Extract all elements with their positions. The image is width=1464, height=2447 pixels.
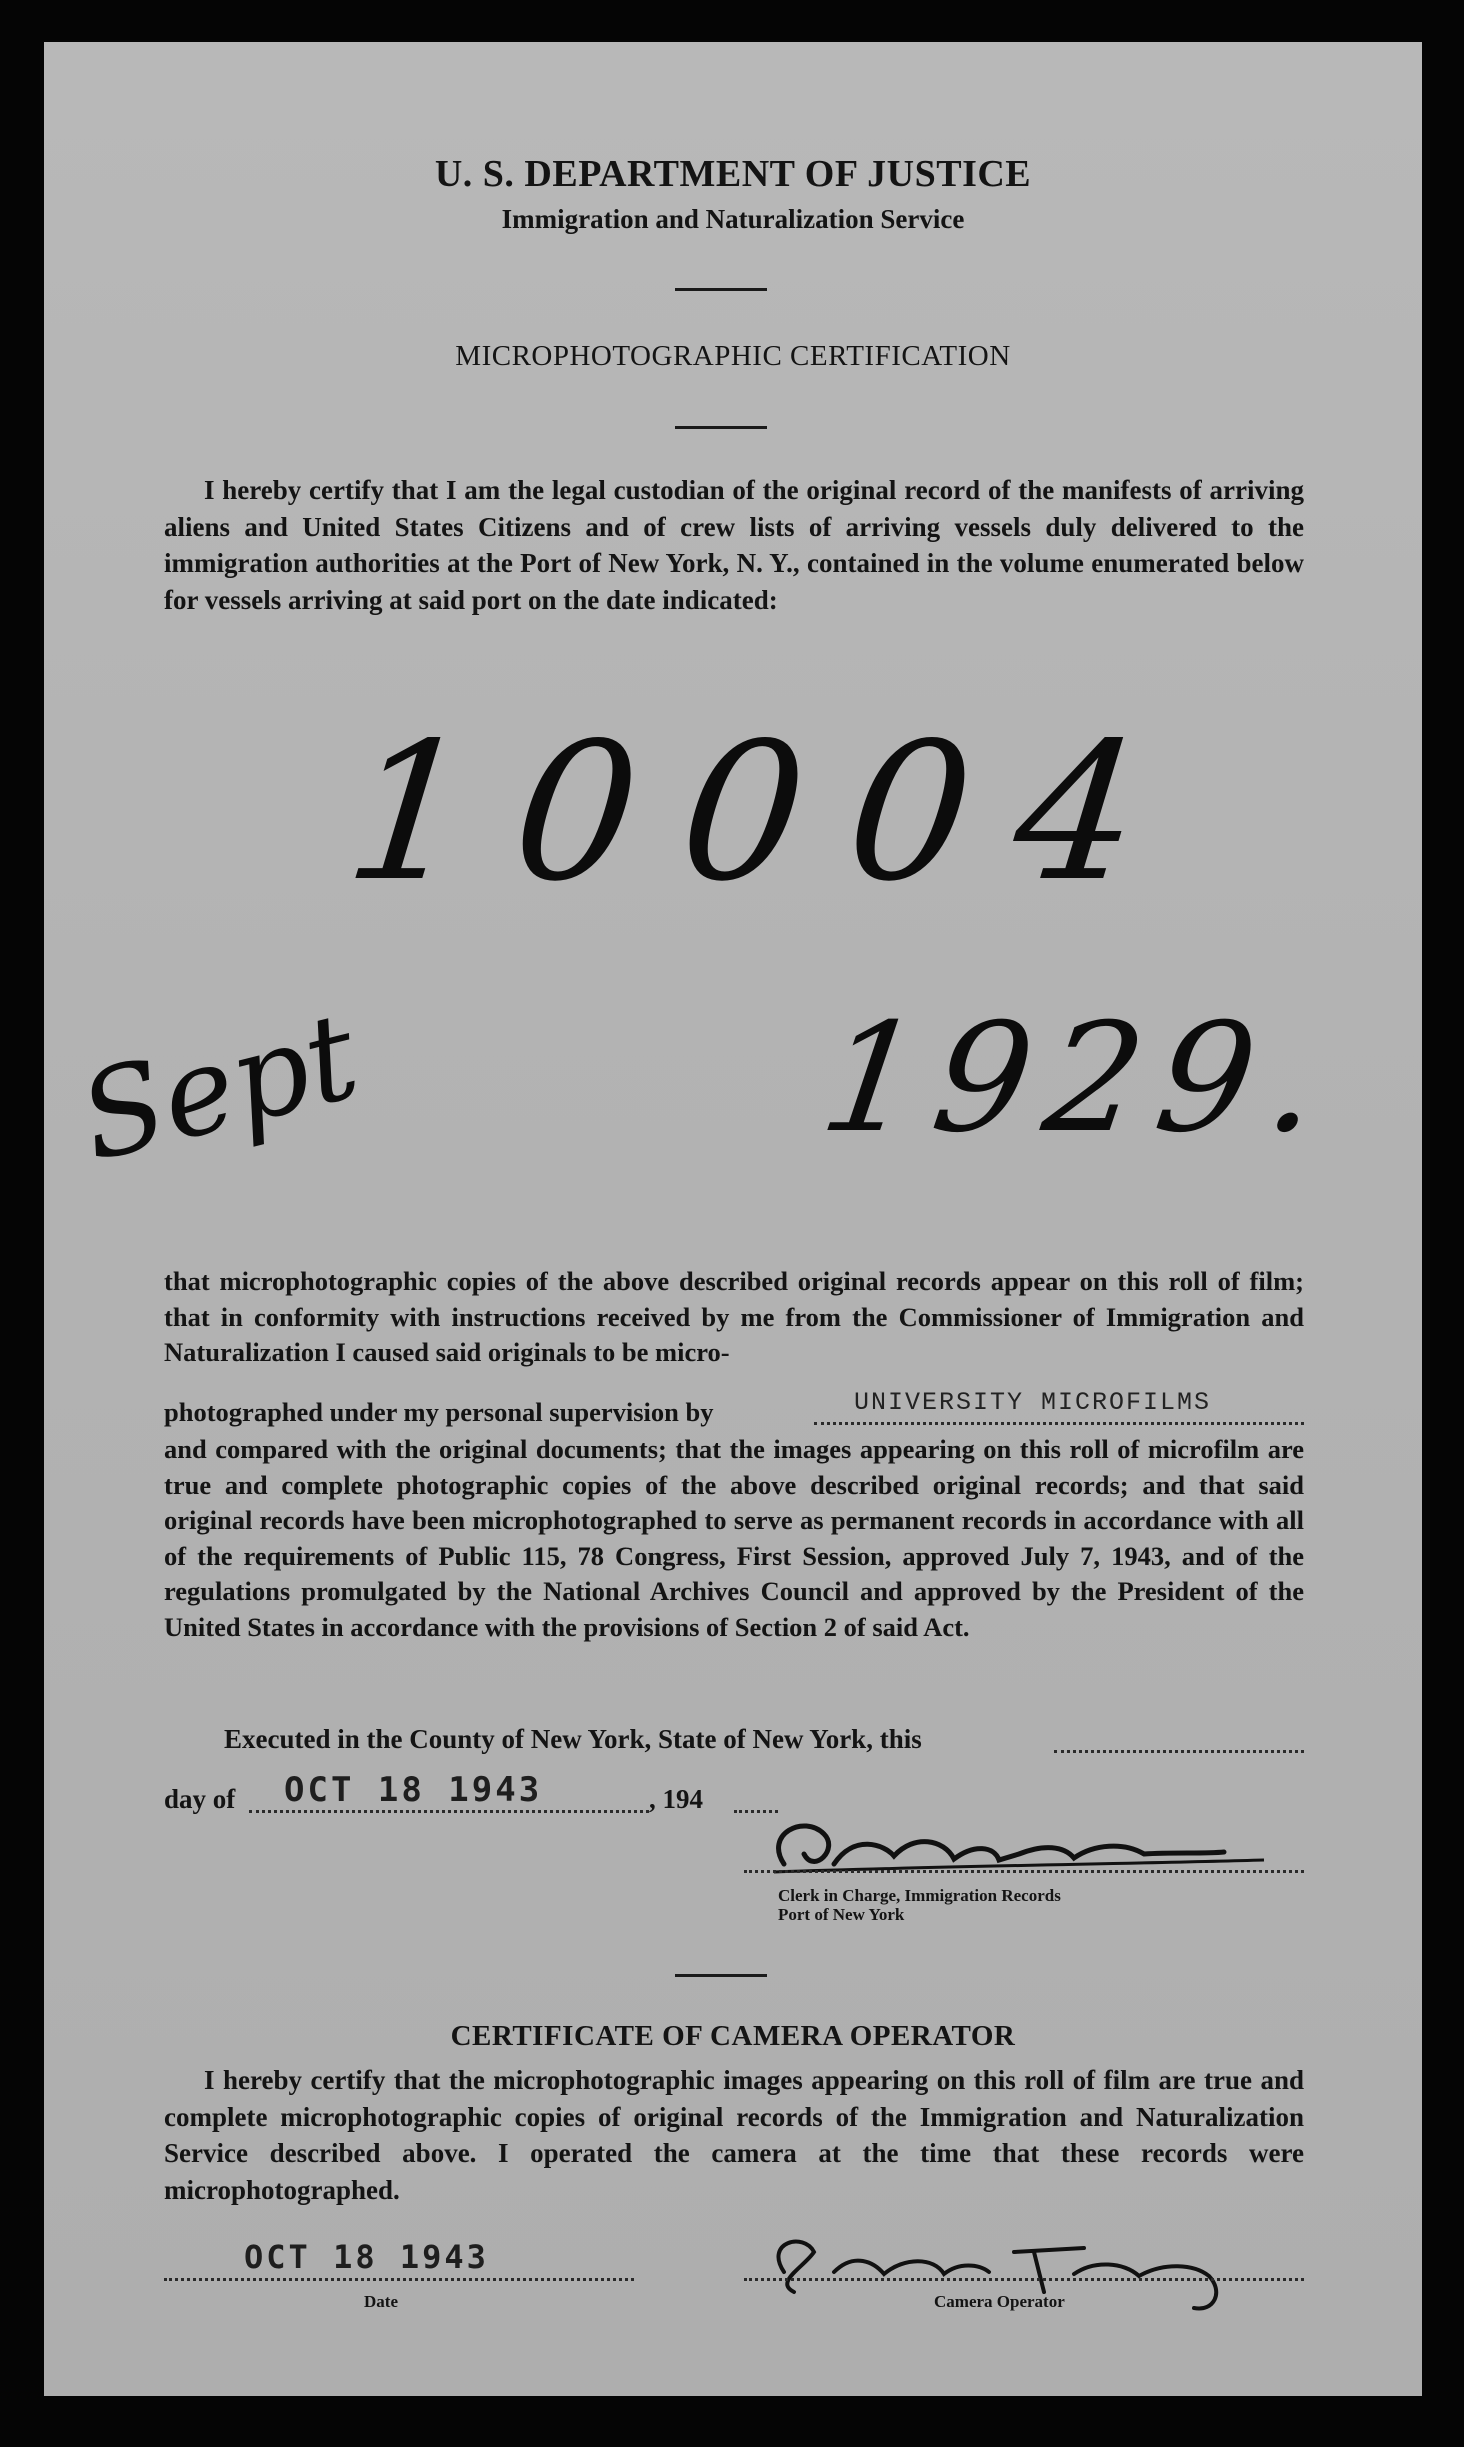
date-stamp: OCT 18 1943 [284,1770,543,1810]
certificate-sheet [44,42,1422,2396]
supervisor-fill-line [814,1422,1304,1425]
handwritten-month: Sept [67,986,371,1189]
camera-date-stamp: OCT 18 1943 [244,2238,489,2276]
service-subheading: Immigration and Naturalization Service [501,204,965,234]
clerk-signature-line [744,1870,1304,1873]
camera-paragraph: I hereby certify that the microphotographic images appearing on this roll of film are true and complete microphotographic copies of original records of the Immigration and Naturalization Service described above. I operated the camera at the time that these records were microphotographed. [164,2065,1304,2205]
day-fill-line [1054,1750,1304,1753]
supervision-prefix: photographed under my personal supervision by [164,1397,714,1427]
divider-rule [675,1974,767,1977]
date-label: Date [364,2292,398,2311]
camera-date-line [164,2278,634,2281]
supervisor-typed-name: UNIVERSITY MICROFILMS [854,1388,1212,1417]
divider-rule [675,288,767,291]
date-fill-line [249,1810,649,1813]
body-paragraph-continued: and compared with the original documents; that the images appearing on this roll of microfilm are true and complete photographic copies of the above described original records; and that said original records have been microphotographed to serve as permanent records in accordance with all of the requirements of Public 115, 78 Congress, First Session, approved July 7, 1943, and of the regulations promulgated by the National Archives Council and approved by the President of the United States in accordance with the provisions of Section 2 of said Act. [164,1434,1304,1642]
executed-text: Executed in the County of New York, State of New York, this [224,1724,922,1754]
divider-rule [675,426,767,429]
handwritten-year: 1929. [811,992,1346,1166]
year-prefix: , 194 [649,1784,703,1814]
camera-certificate-title: CERTIFICATE OF CAMERA OPERATOR [450,2020,1016,2052]
intro-paragraph: I hereby certify that I am the legal custodian of the original record of the manifests of arriving aliens and United States Citizens and of crew lists of arriving vessels duly delivered to the immigration authorities at the Port of New York, N. Y., contained in the volume enumerated below for vessels arriving at said port on the date indicated: [164,475,1304,615]
handwritten-volume-number: 10004 [337,702,1196,923]
day-of-label: day of [164,1784,236,1814]
camera-operator-line [744,2278,1304,2281]
department-heading: U. S. DEPARTMENT OF JUSTICE [434,153,1032,195]
clerk-title: Clerk in Charge, Immigration Records Port of New York [778,1886,1061,1924]
body-paragraph: that microphotographic copies of the above described original records appear on this roll of film; that in conformity with instructions received by me from the Commissioner of Immigration and Naturalization I caused said originals to be micro- [164,1266,1304,1367]
certification-title: MICROPHOTOGRAPHIC CERTIFICATION [455,340,1011,372]
camera-operator-label: Camera Operator [934,2292,1065,2311]
